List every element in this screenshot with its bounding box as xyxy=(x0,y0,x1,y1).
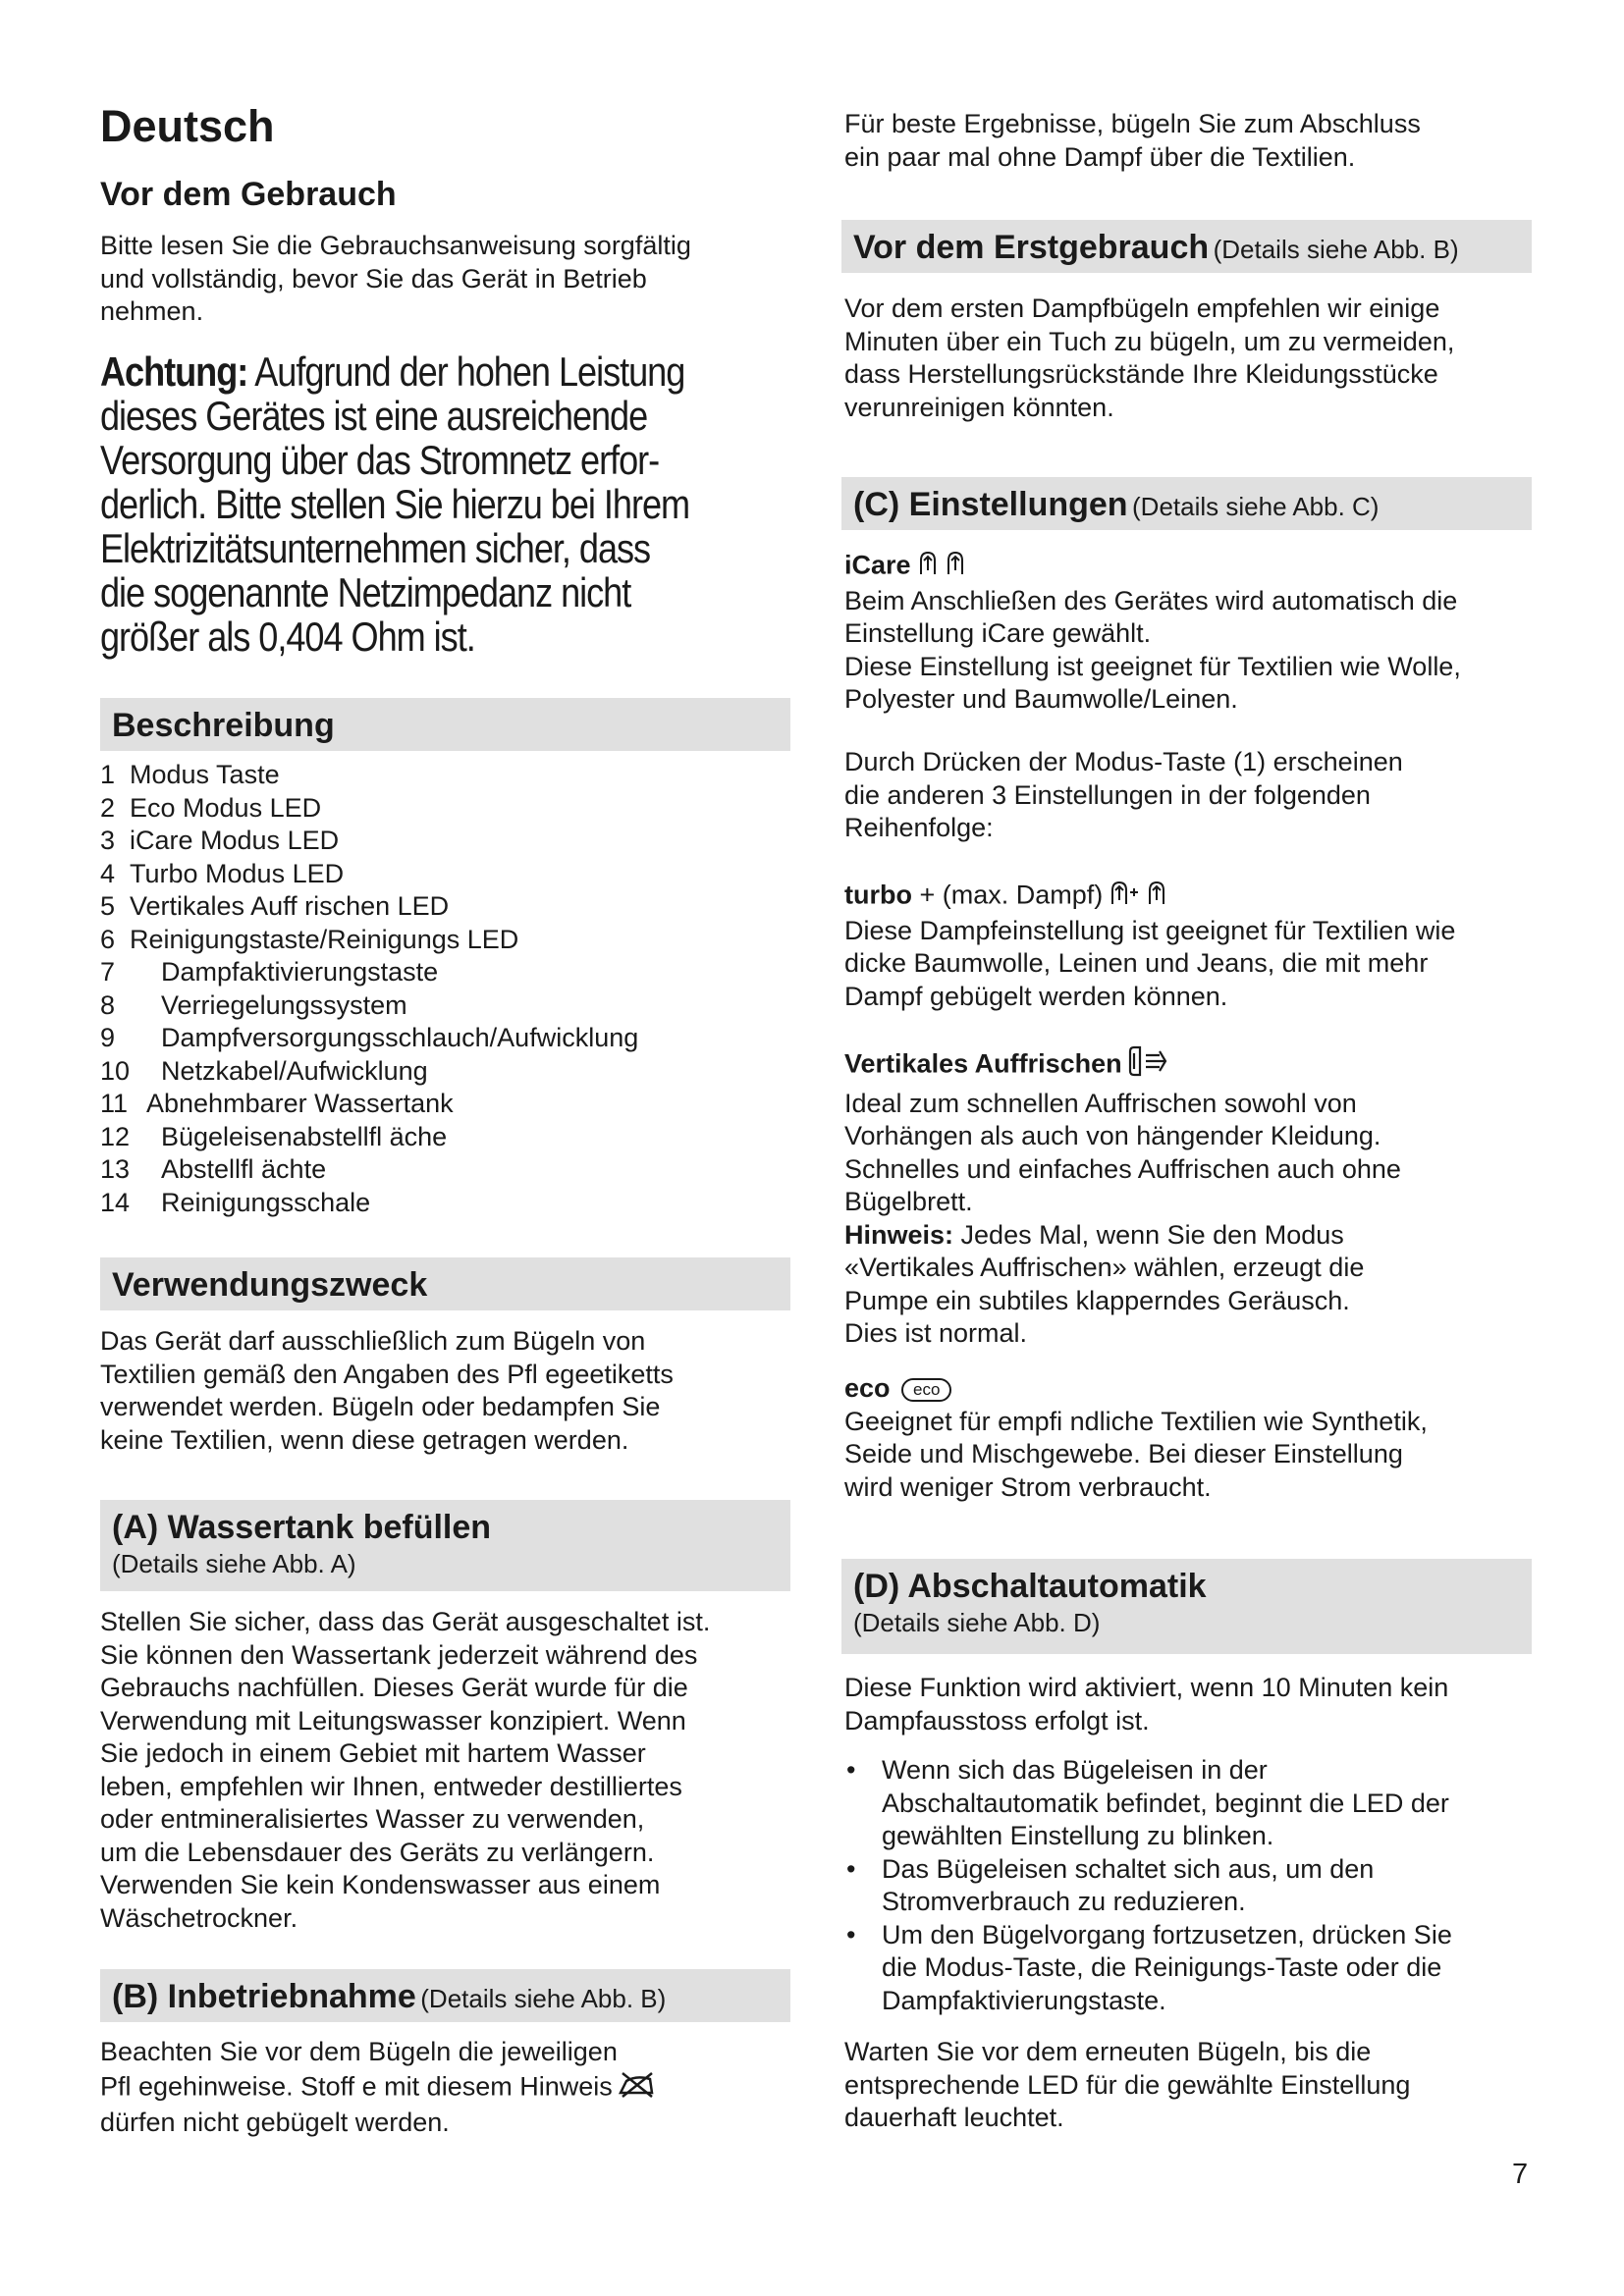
startup-header: (B) Inbetriebnahme (Details siehe Abb. B) xyxy=(100,1969,790,2022)
list-item: 1 Modus Taste xyxy=(100,760,280,789)
auto-off-bullets xyxy=(844,1754,1551,2017)
list-item: 11 Abnehmbarer Wassertank xyxy=(100,1089,454,1118)
list-item: 2 Eco Modus LED xyxy=(100,792,322,823)
list-item: • Um den Bügelvorgang fortzusetzen, drücken Sie die Modus-Taste, die Reinigungs-Taste oder die Dampfaktivierungstaste. xyxy=(846,1919,1452,2015)
auto-off-text: Diese Funktion wird aktiviert, wenn 10 Minuten kein Dampfausstoss erfolgt ist. xyxy=(844,1673,1449,1735)
turbo-block: turbo + (max. Dampf) Diese Dampfeinstellung ist geeignet für Textilien wie dicke Baumwolle, Leinen und Jeans, die mit mehr Dampf gebügelt werden können. xyxy=(844,880,1456,1011)
description-list xyxy=(100,759,797,1219)
before-use-title: Vor dem Gebrauch xyxy=(100,176,397,213)
list-item: 6 Reinigungstaste/Reinigungs LED xyxy=(100,924,519,954)
warning-label: Achtung: xyxy=(100,348,248,395)
warning-block: Achtung: Aufgrund der hohen Leistung dieses Gerätes ist eine ausreichende Versorgung über das Stromnetz erfor- derlich. Bitte stellen Sie hierzu bei Ihrem Elektrizitätsunternehmen sicher, dass die sogenannte Netzimpedanz nicht größer als 0,404 Ohm ist. xyxy=(100,348,690,660)
before-use-text: Bitte lesen Sie die Gebrauchsanweisung sorgfältig und vollständig, bevor Sie das Gerät in Betrieb nehmen. xyxy=(100,231,691,326)
startup-text: Beachten Sie vor dem Bügeln die jeweiligen Pfl egehinweise. Stoff e mit diesem Hinweis dürfen nicht gebügelt werden. xyxy=(100,2036,807,2140)
description-header: Beschreibung xyxy=(100,698,790,751)
eco-block: eco eco Geeignet für empfi ndliche Textilien wie Synthetik, Seide und Mischgewebe. Bei dieser Einstellung wird weniger Strom verbraucht. xyxy=(844,1373,1428,1502)
icare-title: iCare xyxy=(844,550,911,580)
fill-tank-header: (A) Wassertank befüllen (Details siehe Abb. A) xyxy=(100,1500,790,1591)
vertical-steam-icon xyxy=(1126,1043,1175,1088)
page-number: 7 xyxy=(1512,2159,1529,2190)
list-item: 10 Netzkabel/Aufwicklung xyxy=(100,1055,428,1086)
list-item: 7 Dampfaktivierungstaste xyxy=(100,957,439,987)
vertical-refresh-block: Vertikales Auffrischen Ideal zum schnellen Auffrischen sowohl von Vorhängen als auch von hängender Kleidung. Schnelles und einfaches Auffrischen auch ohne Bügelbrett. Hinweis: Jedes Mal, wenn Sie den Modus «Vertikales Auffrischen» wählen, erzeugt die Pumpe ein subtiles klapperndes Geräusch. Dies ist normal. xyxy=(844,1043,1551,1351)
fill-tank-text: Stellen Sie sicher, dass das Gerät ausgeschaltet ist. Sie können den Wassertank jederzeit während des Gebrauchs nachfüllen. Dieses Gerät wurde für die Verwendung mit Leitungswasser konzipiert. Wenn Sie jedoch in einem Gebiet mit hartem Wasser leben, empfehlen wir Ihnen, entweder destilliertes oder entmineralisiertes Wasser zu verwenden, um die Lebensdauer des Geräts zu verlängern. Verwenden Sie kein Kondenswasser aus einem Wäschetrockner. xyxy=(100,1607,711,1933)
no-ironing-icon xyxy=(617,2069,656,2108)
hint-label: Hinweis: xyxy=(844,1219,954,1250)
eco-badge: eco xyxy=(901,1378,951,1402)
intro-text: Für beste Ergebnisse, bügeln Sie zum Abschluss ein paar mal ohne Dampf über die Textilien. xyxy=(844,109,1421,172)
list-item: • Das Bügeleisen schaltet sich aus, um den Stromverbrauch zu reduzieren. xyxy=(846,1853,1375,1916)
list-item: 9 Dampfversorgungsschlauch/Aufwicklung xyxy=(100,1023,639,1052)
first-use-header: Vor dem Erstgebrauch (Details siehe Abb. B) xyxy=(841,220,1532,273)
language-title: Deutsch xyxy=(100,101,275,151)
list-item: 4 Turbo Modus LED xyxy=(100,858,345,888)
list-item: 14 Reinigungsschale xyxy=(100,1187,371,1217)
eco-title: eco xyxy=(844,1373,891,1403)
turbo-steam-icon xyxy=(1107,879,1175,915)
vertical-refresh-title: Vertikales Auffrischen xyxy=(844,1048,1122,1079)
list-item: 12 Bügeleisenabstellfl äche xyxy=(100,1121,448,1151)
first-use-text: Vor dem ersten Dampfbügeln empfehlen wir einige Minuten über ein Tuch zu bügeln, um zu vermeiden, dass Herstellungsrückstände Ihre Kleidungsstücke verunreinigen könnten. xyxy=(844,294,1455,422)
intended-use-text: Das Gerät darf ausschließlich zum Bügeln von Textilien gemäß den Angaben des Pfl egeetiketts verwendet werden. Bügeln oder bedampfen Sie keine Textilien, wenn diese getragen werden. xyxy=(100,1326,674,1455)
auto-off-header: (D) Abschaltautomatik (Details siehe Abb. D) xyxy=(841,1559,1532,1654)
list-item: 8 Verriegelungssystem xyxy=(100,989,407,1020)
settings-header: (C) Einstellungen (Details siehe Abb. C) xyxy=(841,477,1532,530)
list-item: • Wenn sich das Bügeleisen in der Abschaltautomatik befindet, beginnt die LED der gewählten Einstellung zu blinken. xyxy=(846,1755,1449,1850)
list-item: 5 Vertikales Auff rischen LED xyxy=(100,891,450,921)
intended-use-header: Verwendungszweck xyxy=(100,1257,790,1310)
turbo-title: turbo xyxy=(844,880,912,910)
list-item: 13 Abstellfl ächte xyxy=(100,1154,327,1184)
steam-level-icon xyxy=(915,549,972,585)
auto-off-closing: Warten Sie vor dem erneuten Bügeln, bis die entsprechende LED für die gewählte Einstellung dauerhaft leuchtet. xyxy=(844,2037,1411,2132)
icare-block: iCare Beim Anschließen des Gerätes wird automatisch die Einstellung iCare gewählt. Diese Einstellung ist geeignet für Textilien wie Wolle, Polyester und Baumwolle/Leinen. xyxy=(844,550,1461,714)
mode-sequence-text: Durch Drücken der Modus-Taste (1) erscheinen die anderen 3 Einstellungen in der folgenden Reihenfolge: xyxy=(844,747,1403,842)
list-item: 3 iCare Modus LED xyxy=(100,826,340,855)
